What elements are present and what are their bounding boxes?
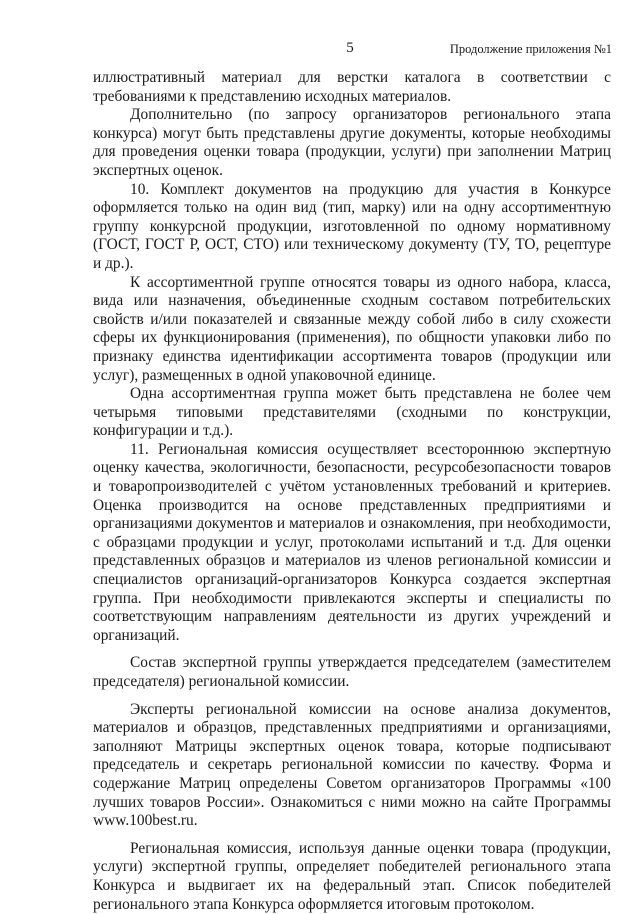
appendix-continuation-note: Продолжение приложения №1 [449,42,612,56]
paragraph-additional-documents: Дополнительно (по запросу организаторов регионального этапа конкурса) могут быть представлены другие документы, которые необходимы для проведения оценки товара (продукции, услуги) при заполнении Матриц экспертных оценок. [93,106,611,179]
paragraph-assortment-group: К ассортиментной группе относятся товары из одного набора, класса, вида или назначения, объединенные сходным составом потребительских свойств и/или показателей и связанные между собой либо в силу схожести сферы их функционирования (применения), по общности упаковки либо по признаку единства идентификации ассортимента товаров (продукции или услуг), размещенных в одной упаковочной единице. [93,273,611,384]
document-body [93,69,611,914]
paragraph-experts-matrices: Эксперты региональной комиссии на основе анализа документов, материалов и образцов, представленных предприятиями и организациями, заполняют Матрицы экспертных оценок товара, которые подписывают председатель и секретарь региональной комиссии по качеству. Форма и содержание Матриц определены Советом организаторов Программы «100 лучших товаров России». Ознакомиться с ними можно на сайте Программы www.100best.ru. [93,700,611,830]
paragraph-clause-10: 10. Комплект документов на продукцию для участия в Конкурсе оформляется только на один вид (тип, марку) или на одну ассортиментную группу конкурсной продукции, изготовленной по одному нормативному (ГОСТ, ГОСТ Р, ОСТ, СТО) или техническому документу (ТУ, ТО, рецептуре и др.). [93,180,611,272]
paragraph-illustrative-material: иллюстративный материал для верстки каталога в соответствии с требованиями к представлению исходных материалов. [93,69,611,105]
page-number: 5 [346,40,354,56]
paragraph-clause-11: 11. Региональная комиссия осуществляет всестороннюю экспертную оценку качества, экологичности, безопасности, ресурсобезопасности товаров и товаропроизводителей с учётом установленных требований и критериев. Оценка производится на основе представленных предприятиями и организациями документов и материалов и ознакомления, при необходимости, с образцами продукции и услуг, протоколами испытаний и т.д. Для оценки представленных образцов и материалов из членов региональной комиссии и специалистов организаций-организаторов Конкурса создается экспертная группа. При необходимости привлекаются эксперты и специалисты по соответствующим направлениям деятельности из других учреждений и организаций. [93,440,611,644]
paragraph-typical-representatives: Одна ассортиментная группа может быть представлена не более чем четырьмя типовыми представителями (сходными по конструкции, конфигурации и т.д.). [93,385,611,440]
paragraph-winners: Региональная комиссия, используя данные оценки товара (продукции, услуги) экспертной группы, определяет победителей регионального этапа Конкурса и выдвигает их на федеральный этап. Список победителей регионального этапа Конкурса оформляется итоговым протоколом. [93,839,611,913]
paragraph-expert-group-composition: Состав экспертной группы утверждается председателем (заместителем председателя) региональной комиссии. [93,654,611,690]
